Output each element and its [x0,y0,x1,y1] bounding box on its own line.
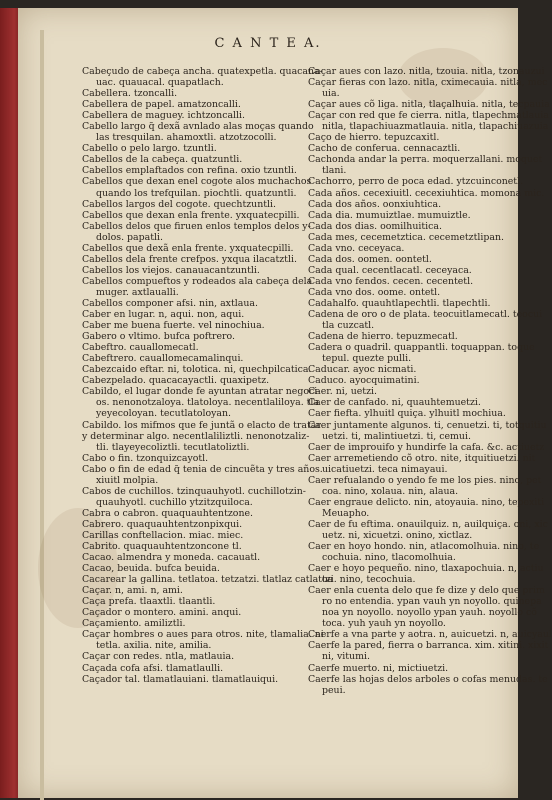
left-entry-line: Gabero o vltimo. bufca poftrero. [82,331,235,343]
left-entry-line: Cabo o fin. tzonquizcayotl. [82,452,209,464]
left-entry-line: Cabellos de la cabeça. quatzuntli. [82,154,243,166]
left-entry-line: Cabellera. tzoncalli. [82,88,178,100]
right-entry-line: Cacho de conferua. cennacaztli. [308,143,461,155]
left-entry-line: Caçamiento. amiliztli. [82,618,186,630]
right-entry-line: Caer refualando o yendo fe me los pies. nino, pet [308,474,542,486]
right-entry-line: Caer engraue delicto. nin, atoyauia. nino, tepexiti [308,496,545,508]
right-entry-line: Caçar con red que fe cierra. nitla, tlapechmatlauia [308,110,549,122]
left-entry-line: Cabildo. los mifmos que fe juntã o elacto de tratar [82,419,321,431]
left-entry-line: xiuitl molpia. [96,474,159,486]
left-entry-line: Cacarear la gallina. tetlatoa. tetzatzi. tlatlaz catlatoa [82,574,334,586]
left-entry-line: Cabellos los viejos. canauacantzuntli. [82,264,260,276]
left-entry-line: tli. tlayeyecoliztli. tecutlatoliztli. [96,441,250,453]
right-entry-line: Caço de hierro. tepuzcaxitl. [308,132,440,144]
right-entry-line: Caer en hoyo hondo. nin, atlacomolhuia. nino, te [308,541,540,553]
right-entry-line: Meuapho. [322,507,370,519]
left-entry-line: Cabellos que dexan enla frente. yxquatecpilli. [82,209,300,221]
right-entry-line: Caçar aues con lazo. nitla, tzouia. nitla, tzonauzui [308,66,545,77]
right-entry-line: Caçar aues cõ liga. nitla, tlaçalhuia. nitla, tecpauia [308,99,550,111]
left-entry-line: Caçada cofa afsi. tlamatlaulli. [82,662,224,674]
right-entry-line: Caer e hoyo pequeño. nino, tlaxapochuia. n, actiu [308,563,544,575]
left-entry-line: Cabildo, el lugar donde fe ayuntan atratar negoci- [82,386,321,398]
left-entry-line: dolos. papatli. [96,231,163,243]
left-entry-line: Caber en lugar. n, aqui. non, aqui. [82,309,245,321]
left-entry-line: Cabellos largos del cogote. quechtzuntli. [82,198,276,210]
right-entry-line: Caer enla cuenta delo que fe dize y delo que prim [308,585,545,597]
left-entry-line: uac. quauacal. quapatlach. [96,77,224,89]
right-entry-line: Cada dos dias. oomilhuitica. [308,220,442,232]
left-entry-line: Cabos de cuchillos. tzinquauhyotl. cuchillotzin- [82,485,306,497]
left-entry-line: Caber me buena fuerte. vel ninochiua. [82,320,265,332]
right-entry-line: Cadahalfo. quauhtlapechtli. tlapechtli. [308,297,491,309]
right-entry-line: Cada dos. oomen. oontetl. [308,253,432,265]
left-entry-line: y determinar algo. necentlaliliztli. nenonotzaliz- [82,430,310,442]
left-entry-line: Cabellos emplaftados con refina. oxio tzuntli. [82,165,297,177]
left-entry-line: Caçador o montero. amini. anqui. [82,607,242,619]
right-entry-line: Cada dia. mumuiztlae. mumuiztle. [308,209,471,221]
left-entry-line: Cabellos que dexã enla frente. yxquatecpilli. [82,242,294,254]
right-entry-line: tzi. nino, tecochuia. [322,574,416,586]
left-entry-line: Cabrero. quaquauhtentzonpixqui. [82,518,243,530]
right-entry-line: Cada dos años. oonxiuhtica. [308,198,442,210]
left-entry-line: os. nenonotzaloya. tlatoloya. necentlaliloya. tla [96,397,320,409]
right-entry-line: Cachonda andar la perra. moquerzallani. moquet [308,154,543,166]
dictionary-page [18,8,552,798]
right-entry-line: Caer arremetiendo cõ otro. nite, itquitiuetzi. nit [308,452,536,464]
left-entry-line: las tresquilan. ahamoxtli. atzotzocolli. [96,132,277,144]
right-entry-line: uicatiuetzi. teca nimayaui. [322,463,448,475]
left-entry-line: Caçar hombres o aues para otros. nite, tlamalia. ni [82,629,324,641]
right-entry-line: Cada vno fendos. cecen. cecentetl. [308,275,474,287]
left-entry-line: Caçador tal. tlamatlauiani. tlamatlauiqui. [82,673,279,685]
right-entry-line: Cada vno dos. oome. ontetl. [308,286,441,298]
left-entry-line: Caçar. n, ami. n, ami. [82,585,183,597]
right-entry-line: Cada vno. ceceyaca. [308,242,405,254]
right-entry-line: cochuia. nino, tlacomolhuia. [322,552,456,564]
page-edge [40,30,44,800]
right-entry-line: Caer juntamente algunos. ti, cenuetzi. ti, totquitiu [308,419,547,431]
right-entry-line: Caer fiefta. ylhuitl quiça. ylhuitl mochiua. [308,408,506,420]
running-header: C A N T E A. [214,36,322,51]
left-entry-line: Cabellos dela frente crefpos. yxqua ilacatztli. [82,253,297,265]
left-entry-line: Cabra o cabron. quaquauhtentzone. [82,507,254,519]
right-entry-line: Caerfe las hojas delos arboles o cofas menudas. te [308,673,548,685]
left-entry-line: Cabezcaido eftar. ni, tolotica. ni, quechpilcatica. [82,364,312,376]
left-entry-line: Cabello o pelo largo. tzuntli. [82,143,217,155]
left-entry-line: yeyecoloyan. tecutlatoloyan. [96,408,232,420]
left-entry-line: Cabellera de papel. amatzoncalli. [82,99,241,111]
right-entry-line: ni, vitumi. [322,651,370,663]
right-entry-line: Cadera o quadril. quappantli. toquappan. toque [308,342,535,354]
left-entry-line: Cabellos que dexan enel cogote alos muchachos [82,176,312,188]
right-entry-line: Cada años. cecexiuitl. cecexiuhtica. momona mic. [308,187,545,199]
right-entry-line: ro no entendia. ypan vauh yn noyollo. quinepa [322,596,542,608]
left-entry-line: quauhyotl. cuchillo ytzitzquiloca. [96,496,253,508]
left-entry-line: Cabrito. quaquauhtentzoncone tl. [82,541,242,553]
right-entry-line: Cadena de hierro. tepuzmecatl. [308,331,458,343]
right-entry-line: Caer de fu eftima. onauilquiz. n, auilquiça. oni, xic [308,518,548,530]
right-entry-line: tepul. quezte pulli. [322,353,412,365]
right-entry-line: nitla, tlapachiuazmatlauia. nitla, tlapachiuazuia [322,121,549,133]
right-entry-line: Caer de improuifo y hundirfe la cafa. &c. actiuetz [308,441,545,453]
right-entry-line: peui. [322,684,346,696]
left-entry-line: Cabellos delos que firuen enlos templos delos y- [82,220,311,232]
left-entry-line: Cabellera de maguey. ichtzoncalli. [82,110,246,122]
right-entry-line: Cada qual. cecentlacatl. ceceyaca. [308,264,472,276]
right-entry-line: uetzi. ti, malintiuetzi. ti, cemui. [322,430,471,442]
left-entry-line: Cabello largo q̃ dexã avnlado alas moças quando [82,121,314,133]
left-entry-line: Caça prefa. tlaaxtli. tlaantli. [82,596,216,608]
left-entry-line: Cabeçudo de cabeça ancha. quatexpetla. quacana- [82,66,323,77]
left-entry-line: Cabeftro. cauallomecatl. [82,342,199,354]
right-entry-line: tla cuzcatl. [322,320,375,332]
left-entry-line: Cabellos componer afsi. nin, axtlaua. [82,297,258,309]
right-entry-line: Caer de canfado. ni, quauhtemuetzi. [308,397,481,409]
right-entry-line: uia. [322,88,340,100]
left-entry-line: Caçar con redes. ntla, matlauia. [82,651,235,663]
right-entry-line: noa yn noyollo. noyollo ypan yauh. noyollo cõ [322,607,537,619]
right-entry-line: Cadena de oro o de plata. teocuitlamecatl. teocui [308,309,543,321]
right-entry-line: Caducar. ayoc nicmati. [308,364,417,376]
right-entry-line: Cada mes, cecemetztica. cecemetztlipan. [308,231,504,243]
right-entry-line: coa. nino, xolaua. nin, alaua. [322,485,459,497]
right-entry-line: toca. yuh yauh yn noyollo. [322,618,446,630]
right-entry-line: uetz. ni, xicuetzi. onino, xictlaz. [322,529,473,541]
left-entry-line: Cacao. almendra y moneda. cacauatl. [82,552,261,564]
left-entry-line: Cabeftrero. cauallomecamalinqui. [82,353,244,365]
left-entry-line: Cacao, beuida. bufca beuida. [82,563,220,575]
right-entry-line: Caer. ni, uetzi. [308,386,377,398]
left-entry-line: Cabo o fin de edad q̃ tenia de cincuẽta y tres años. [82,463,323,475]
right-entry-line: Caerfe muerto. ni, mictiuetzi. [308,662,449,674]
left-column [82,66,334,685]
right-entry-line: Caçar fieras con lazo. nitla, cximecauia. nitla, mec [308,77,548,89]
right-entry-line: Caerfe a vna parte y aotra. n, auicuetzi. n, auicyaul [308,629,552,641]
left-entry-line: Carillas conftellacion. miac. miec. [82,529,244,541]
right-entry-line: Caduco. ayocquimatini. [308,375,420,387]
left-entry-line: tetla. axilia. nite, amilia. [96,640,212,652]
right-column [308,66,552,696]
right-entry-line: Cachorro, perro de poca edad. ytzcuinconetl. [308,176,524,188]
left-entry-line: quando los trefquilan. piochtli. quatzuntli. [96,187,297,199]
left-entry-line: Cabezpelado. quacacayactli. quaxipetz. [82,375,270,387]
left-entry-line: Cabellos compueftos y rodeados ala cabeça dela [82,275,313,287]
right-entry-line: tlani. [322,165,347,177]
left-entry-line: muger. axtlaualli. [96,286,179,298]
right-entry-line: Caerfe la pared, fierra o barranca. xim. xitini. xixit [308,640,549,652]
